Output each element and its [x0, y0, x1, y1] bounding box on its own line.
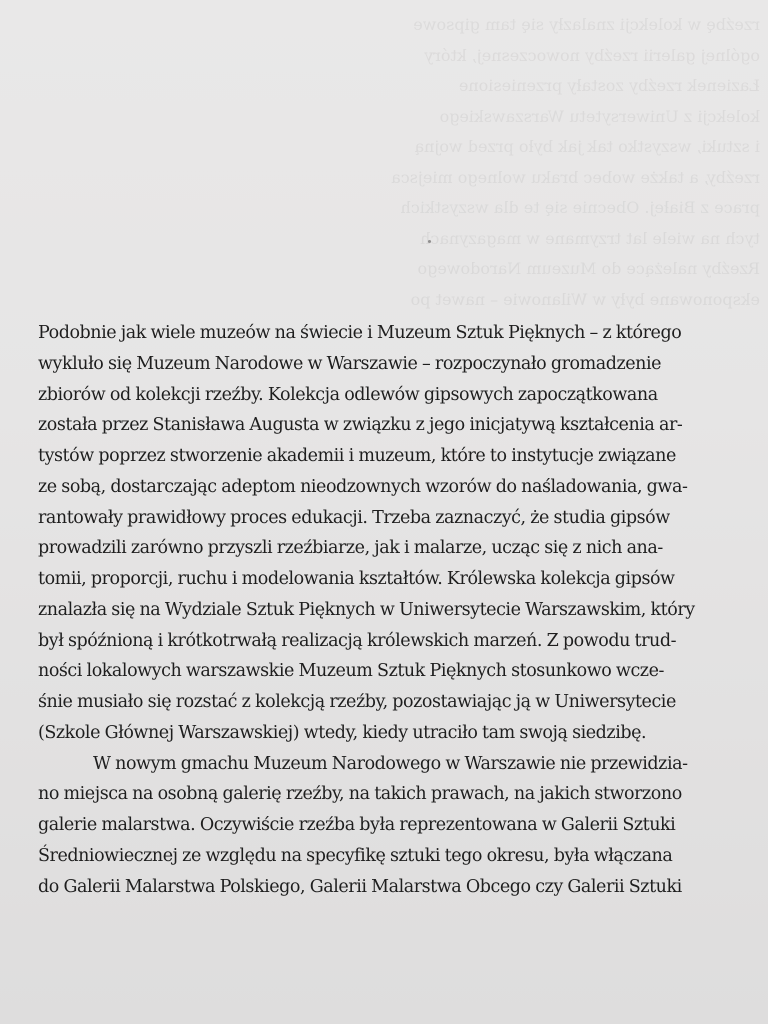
bleed-line: eksponowane były w Wilanowie – nawet po	[410, 289, 760, 309]
text-line: Podobnie jak wiele muzeów na świecie i Muzeum Sztuk Pięknych – z którego	[38, 323, 682, 343]
paragraph-2	[38, 749, 738, 903]
text-line: prowadzili zarówno przyszli rzeźbiarze, jak i malarze, ucząc się z nich ana-	[38, 538, 663, 559]
text-line: ności lokalowych warszawskie Muzeum Sztuk Pięknych stosunkowo wcze-	[38, 661, 664, 682]
text-line: (Szkole Głównej Warszawskiej) wtedy, kiedy utraciło tam swoją siedzibę.	[38, 722, 647, 743]
text-line: do Galerii Malarstwa Polskiego, Galerii Malarstwa Obcego czy Galerii Sztuki	[38, 876, 682, 897]
paragraph-1	[38, 318, 738, 749]
bleed-through-text	[330, 10, 760, 315]
bleed-line: ogólnej galerii rzeźby nowoczesnej, który	[424, 45, 760, 65]
text-line: znalazła się na Wydziale Sztuk Pięknych w Uniwersytecie Warszawskim, który	[38, 599, 695, 620]
text-line: została przez Stanisława Augusta w związku z jego inicjatywą kształcenia ar-	[38, 415, 683, 436]
text-line-indented: W nowym gmachu Muzeum Narodowego w Warszawie nie przewidzia-	[93, 753, 688, 774]
text-line: zbiorów od kolekcji rzeźby. Kolekcja odlewów gipsowych zapoczątkowana	[38, 384, 658, 405]
text-line: wykluło się Muzeum Narodowe w Warszawie – rozpoczynało gromadzenie	[38, 353, 662, 374]
text-line: Średniowiecznej ze względu na specyfikę sztuki tego okresu, była włączana	[38, 845, 673, 866]
body-text	[38, 318, 738, 902]
text-line: rantowały prawidłowy proces edukacji. Trzeba zaznaczyć, że studia gipsów	[38, 507, 670, 528]
bleed-line: prace z Białej. Obecnie się te dla wszystkich	[400, 198, 760, 217]
bleed-line: Łazienek rzeźby zostały przeniesione	[458, 76, 760, 95]
text-line: był spóźnioną i krótkotrwałą realizacją królewskich marzeń. Z powodu trud-	[38, 630, 677, 651]
bleed-line: rzeźby, a także wobec braku wolnego miejsca	[391, 167, 760, 187]
ink-speck	[428, 240, 431, 243]
bleed-line: tych na wiele lat trzymane w magazynach	[420, 228, 760, 248]
text-line: tomii, proporcji, ruchu i modelowania kształtów. Królewska kolekcja gipsów	[38, 569, 675, 589]
text-line: tystów poprzez stworzenie akademii i muzeum, które to instytucje związane	[38, 446, 676, 466]
bleed-line: kolekcji z Uniwersytetu Warszawskiego	[439, 106, 760, 126]
text-line: no miejsca na osobną galerię rzeźby, na takich prawach, na jakich stworzono	[38, 784, 682, 805]
bleed-line: rzeźbę w kolekcji znalazły się tam gipsowe	[413, 15, 760, 34]
text-line: ze sobą, dostarczając adeptom nieodzownych wzorów do naśladowania, gwa-	[38, 476, 688, 497]
bleed-line: i sztuki, wszystko tak jak było przed wojną	[414, 137, 760, 156]
bleed-line: Rzeźby należące do Muzeum Narodowego	[417, 259, 760, 278]
text-line: śnie musiało się rozstać z kolekcją rzeźby, pozostawiając ją w Uniwersytecie	[38, 692, 676, 712]
text-line: galerie malarstwa. Oczywiście rzeźba była reprezentowana w Galerii Sztuki	[38, 815, 676, 835]
